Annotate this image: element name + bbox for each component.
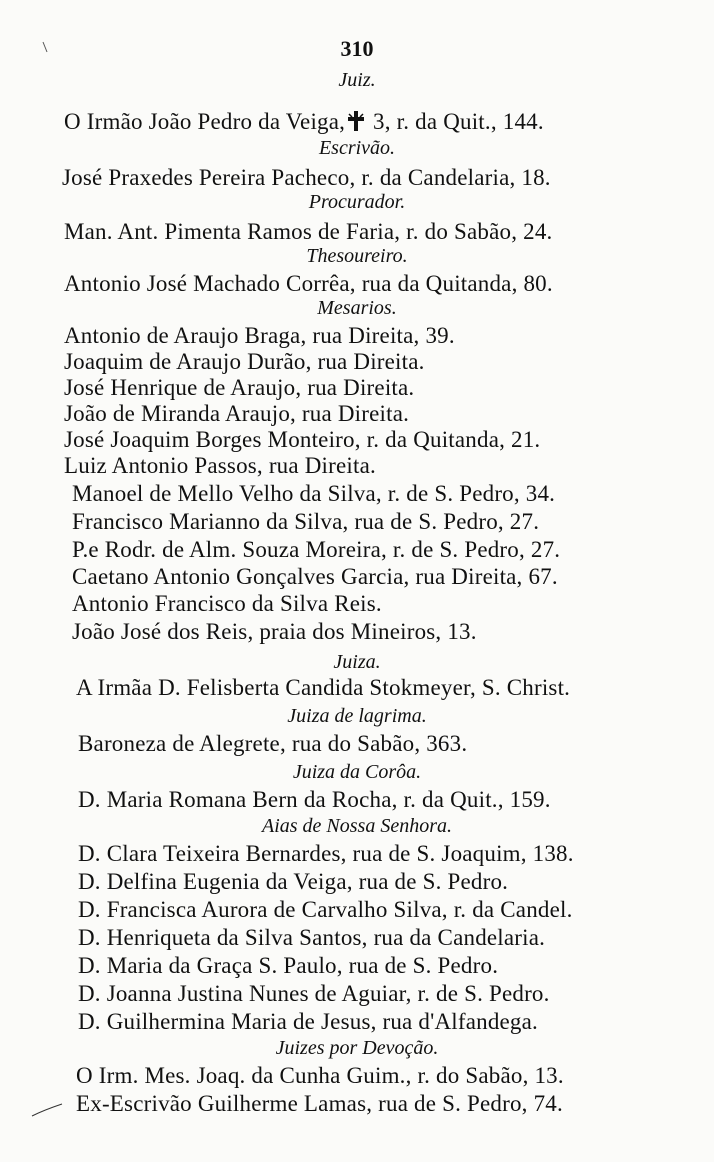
- entry-juiz-name: O Irmão João Pedro da Veiga,: [64, 109, 346, 134]
- entry-mesario: Francisco Marianno da Silva, rua de S. Pedro, 27.: [72, 509, 540, 534]
- heading-juizes-devocao: Juizes por Devoção.: [275, 1037, 439, 1059]
- entry-mesario: Caetano Antonio Gonçalves Garcia, rua Direita, 67.: [72, 564, 558, 589]
- entry-aia: D. Francisca Aurora de Carvalho Silva, r. da Candel.: [78, 897, 573, 922]
- entry-mesario: João José dos Reis, praia dos Mineiros, 13.: [72, 619, 477, 644]
- heading-aias: Aias de Nossa Senhora.: [262, 815, 452, 837]
- entry-mesario: Joaquim de Araujo Durão, rua Direita.: [64, 349, 425, 374]
- entry-escrivao: José Praxedes Pereira Pacheco, r. da Candelaria, 18.: [62, 165, 551, 190]
- entry-aia: D. Delfina Eugenia da Veiga, rua de S. Pedro.: [78, 869, 509, 894]
- heading-juiza: Juiza.: [333, 651, 381, 673]
- heading-juiza-coroa: Juiza da Corôa.: [292, 761, 422, 783]
- entry-mesario: P.e Rodr. de Alm. Souza Moreira, r. de S. Pedro, 27.: [72, 537, 561, 562]
- entry-mesario: João de Miranda Araujo, rua Direita.: [64, 401, 410, 426]
- entry-mesario: José Joaquim Borges Monteiro, r. da Quitanda, 21.: [64, 427, 541, 452]
- entry-devocao: Ex-Escrivão Guilherme Lamas, rua de S. Pedro, 74.: [76, 1091, 563, 1116]
- margin-pen-stroke: [30, 1100, 64, 1120]
- entry-aia: D. Clara Teixeira Bernardes, rua de S. Joaquim, 138.: [78, 841, 574, 866]
- entry-mesario: Luiz Antonio Passos, rua Direita.: [64, 453, 376, 478]
- heading-procurador: Procurador.: [308, 191, 406, 213]
- margin-speck: [40, 40, 52, 56]
- entry-juiza-coroa: D. Maria Romana Bern da Rocha, r. da Quit., 159.: [78, 787, 551, 812]
- heading-juiza-lagrima: Juiza de lagrima.: [287, 705, 427, 727]
- entry-devocao: O Irm. Mes. Joaq. da Cunha Guim., r. do Sabão, 13.: [76, 1063, 564, 1088]
- entry-mesario: Antonio Francisco da Silva Reis.: [72, 591, 382, 616]
- heading-juiz: Juiz.: [338, 69, 376, 91]
- entry-thesoureiro: Antonio José Machado Corrêa, rua da Quitanda, 80.: [64, 271, 553, 296]
- entry-aia: D. Guilhermina Maria de Jesus, rua d'Alfandega.: [78, 1009, 538, 1034]
- entry-aia: D. Joanna Justina Nunes de Aguiar, r. de S. Pedro.: [78, 981, 550, 1006]
- entry-mesario: Antonio de Araujo Braga, rua Direita, 39.: [64, 323, 455, 348]
- entry-juiza-lagrima: Baroneza de Alegrete, rua do Sabão, 363.: [78, 731, 468, 756]
- entry-juiz-address: 3, r. da Quit., 144.: [367, 109, 544, 134]
- entry-aia: D. Henriqueta da Silva Santos, rua da Candelaria.: [78, 925, 546, 950]
- entry-procurador: Man. Ant. Pimenta Ramos de Faria, r. do Sabão, 24.: [64, 219, 553, 244]
- order-cross-icon: [345, 110, 367, 132]
- entry-mesario: José Henrique de Araujo, rua Direita.: [64, 375, 415, 400]
- heading-escrivao: Escrivão.: [318, 137, 396, 159]
- entry-juiz: [64, 108, 544, 136]
- page-number: 310: [340, 36, 374, 61]
- entry-juiza: A Irmãa D. Felisberta Candida Stokmeyer, S. Christ.: [76, 675, 571, 700]
- heading-thesoureiro: Thesoureiro.: [306, 245, 408, 267]
- entry-aia: D. Maria da Graça S. Paulo, rua de S. Pedro.: [78, 953, 499, 978]
- entry-mesario: Manoel de Mello Velho da Silva, r. de S. Pedro, 34.: [72, 481, 556, 506]
- heading-mesarios: Mesarios.: [317, 297, 397, 319]
